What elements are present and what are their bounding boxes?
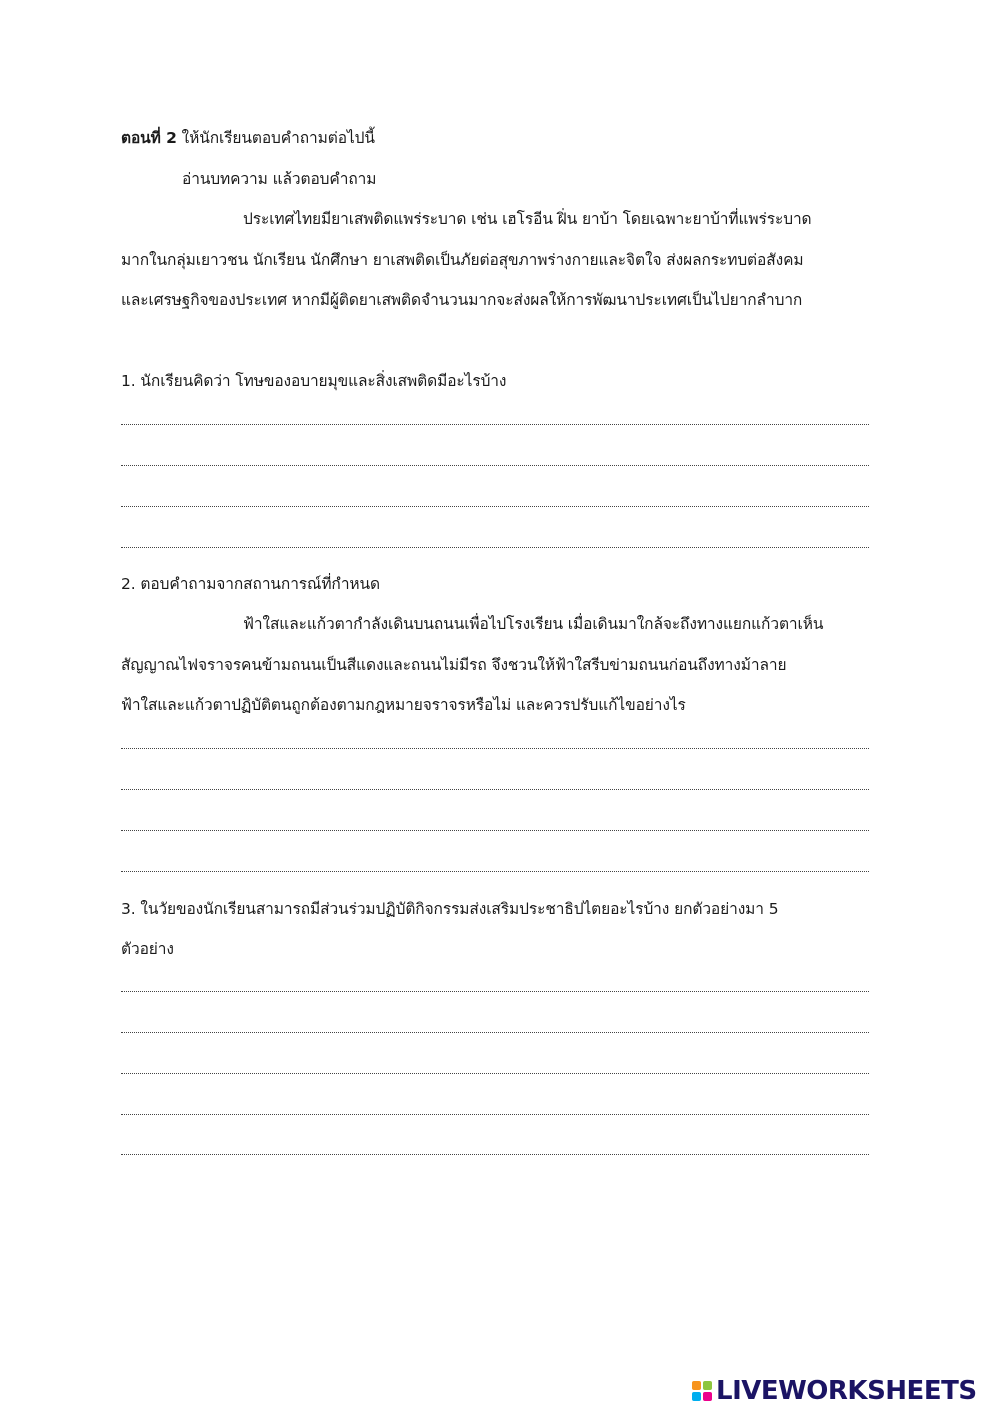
part-label: ตอนที่ 2 — [121, 129, 177, 147]
answer-line[interactable] — [121, 991, 869, 992]
liveworksheets-logo — [692, 1376, 977, 1406]
question-3-cont: ตัวอย่าง — [121, 940, 174, 958]
question-2: 2. ตอบคำถามจากสถานการณ์ที่กำหนด — [121, 575, 381, 593]
answer-line[interactable] — [121, 830, 869, 831]
reading-heading: อ่านบทความ แล้วตอบคำถาม — [182, 170, 377, 188]
answer-line[interactable] — [121, 748, 869, 749]
part-heading — [121, 126, 871, 150]
logo-square — [703, 1392, 712, 1401]
scenario-line: ฟ้าใสและแก้วตาปฏิบัติตนถูกต้องตามกฎหมายจราจรหรือไม่ และควรปรับแก้ไขอย่างไร — [121, 696, 686, 714]
answer-line[interactable] — [121, 1032, 869, 1033]
answer-line[interactable] — [121, 465, 869, 466]
reading-line: มากในกลุ่มเยาวชน นักเรียน นักศึกษา ยาเสพติดเป็นภัยต่อสุขภาพร่างกายและจิตใจ ส่งผลกระทบต่อสังคม — [121, 251, 804, 269]
logo-mark-icon — [692, 1381, 712, 1401]
answer-line[interactable] — [121, 789, 869, 790]
logo-square — [692, 1392, 701, 1401]
answer-line[interactable] — [121, 1114, 869, 1115]
question-1: 1. นักเรียนคิดว่า โทษของอบายมุขและสิ่งเสพติดมีอะไรบ้าง — [121, 372, 507, 390]
answer-line[interactable] — [121, 547, 869, 548]
brand-name: LIVEWORKSHEETS — [716, 1376, 977, 1406]
reading-line: และเศรษฐกิจของประเทศ หากมีผู้ติดยาเสพติดจำนวนมากจะส่งผลให้การพัฒนาประเทศเป็นไปยากลำบาก — [121, 291, 803, 309]
logo-square — [692, 1381, 701, 1390]
answer-line[interactable] — [121, 424, 869, 425]
scenario-line: สัญญาณไฟจราจรคนข้ามถนนเป็นสีแดงและถนนไม่มีรถ จึงชวนให้ฟ้าใสรีบข่ามถนนก่อนถึงทางม้าลาย — [121, 656, 787, 674]
answer-line[interactable] — [121, 871, 869, 872]
logo-square — [703, 1381, 712, 1390]
question-3: 3. ในวัยของนักเรียนสามารถมีส่วนร่วมปฏิบัติกิจกรรมส่งเสริมประชาธิปไตยอะไรบ้าง ยกตัวอย่างมา 5 — [121, 900, 779, 918]
answer-line[interactable] — [121, 1073, 869, 1074]
reading-line: ประเทศไทยมียาเสพติดแพร่ระบาด เช่น เฮโรอีน ฝิ่น ยาบ้า โดยเฉพาะยาบ้าที่แพร่ระบาด — [243, 210, 812, 228]
answer-line[interactable] — [121, 506, 869, 507]
part-instruction: ให้นักเรียนตอบคำถามต่อไปนี้ — [176, 129, 375, 147]
answer-line[interactable] — [121, 1154, 869, 1155]
scenario-line: ฟ้าใสและแก้วตากำลังเดินบนถนนเพื่อไปโรงเรียน เมื่อเดินมาใกล้จะถึงทางแยกแก้วตาเห็น — [243, 615, 824, 633]
